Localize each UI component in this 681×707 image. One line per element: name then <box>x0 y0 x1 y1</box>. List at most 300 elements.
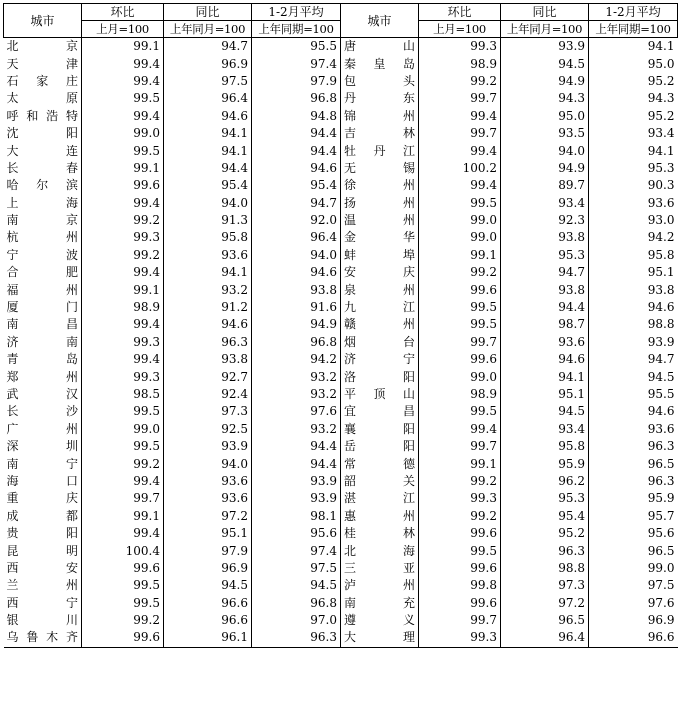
avg-value: 96.8 <box>252 595 341 612</box>
avg-value: 95.8 <box>589 247 678 264</box>
table-row <box>4 421 678 438</box>
avg-value: 94.4 <box>252 125 341 142</box>
yoy-value: 95.0 <box>501 108 589 125</box>
yoy-value: 98.7 <box>501 316 589 333</box>
avg-header-right: 1-2月平均 <box>589 4 678 21</box>
yoy-value: 94.5 <box>501 403 589 420</box>
yoy-value: 94.1 <box>164 142 252 159</box>
avg-value: 96.3 <box>252 629 341 647</box>
yoy-value: 96.4 <box>501 629 589 647</box>
city-name: 泸州 <box>344 578 415 593</box>
yoy-value: 96.5 <box>501 612 589 629</box>
avg-value: 95.7 <box>589 508 678 525</box>
yoy-value: 94.6 <box>164 108 252 125</box>
table-row <box>4 595 678 612</box>
yoy-value: 93.6 <box>164 247 252 264</box>
avg-value: 99.0 <box>589 560 678 577</box>
yoy-value: 93.6 <box>164 473 252 490</box>
avg-value: 94.7 <box>252 195 341 212</box>
yoy-value: 97.3 <box>164 403 252 420</box>
yoy-value: 96.9 <box>164 560 252 577</box>
table-row <box>4 142 678 159</box>
city-name: 广州 <box>6 421 78 436</box>
yoy-value: 97.2 <box>164 508 252 525</box>
table-row <box>4 386 678 403</box>
avg-value: 95.3 <box>589 160 678 177</box>
city-name: 唐山 <box>344 39 415 54</box>
city-name: 锦州 <box>344 108 415 123</box>
avg-value: 98.8 <box>589 316 678 333</box>
avg-value: 95.2 <box>589 73 678 90</box>
yoy-value: 93.9 <box>164 438 252 455</box>
avg-value: 95.6 <box>589 525 678 542</box>
city-name: 北京 <box>6 39 78 54</box>
yoy-value: 93.6 <box>501 334 589 351</box>
mom-value: 99.6 <box>419 595 501 612</box>
table-row <box>4 160 678 177</box>
table-row <box>4 247 678 264</box>
city-header-right: 城市 <box>341 4 419 38</box>
mom-value: 99.0 <box>82 421 164 438</box>
mom-value: 99.1 <box>82 160 164 177</box>
yoy-value: 96.2 <box>501 473 589 490</box>
city-name: 郑州 <box>6 369 78 384</box>
avg-value: 96.3 <box>589 473 678 490</box>
mom-value: 99.7 <box>419 334 501 351</box>
yoy-value: 94.1 <box>501 368 589 385</box>
city-name: 天津 <box>6 56 78 71</box>
city-name: 湛江 <box>344 491 415 506</box>
city-name: 哈尔滨 <box>6 178 78 193</box>
city-name: 南宁 <box>6 456 78 471</box>
avg-value: 95.9 <box>589 490 678 507</box>
city-name: 大理 <box>341 629 419 647</box>
yoy-header-right: 同比 <box>501 4 589 21</box>
table-header <box>4 4 678 38</box>
yoy-value: 94.4 <box>501 299 589 316</box>
mom-value: 99.6 <box>419 351 501 368</box>
city-name: 泉州 <box>344 282 415 297</box>
yoy-value: 95.4 <box>501 508 589 525</box>
city-name: 兰州 <box>6 578 78 593</box>
table-row <box>4 264 678 281</box>
city-name: 济南 <box>6 334 78 349</box>
city-name: 贵阳 <box>6 526 78 541</box>
mom-value: 99.6 <box>82 629 164 647</box>
city-name: 西安 <box>6 560 78 575</box>
city-name: 石家庄 <box>6 73 78 88</box>
table-row <box>4 195 678 212</box>
avg-value: 94.0 <box>252 247 341 264</box>
avg-value: 94.2 <box>589 229 678 246</box>
mom-value: 99.4 <box>82 108 164 125</box>
avg-base-header-left: 上年同期=100 <box>252 21 341 38</box>
mom-header-right: 环比 <box>419 4 501 21</box>
avg-value: 97.0 <box>252 612 341 629</box>
yoy-value: 95.2 <box>501 525 589 542</box>
avg-value: 96.6 <box>589 629 678 647</box>
mom-value: 99.5 <box>419 542 501 559</box>
avg-value: 95.6 <box>252 525 341 542</box>
mom-value: 99.4 <box>82 73 164 90</box>
city-name: 南昌 <box>6 317 78 332</box>
table-row <box>4 542 678 559</box>
mom-value: 99.5 <box>419 316 501 333</box>
avg-value: 93.8 <box>589 281 678 298</box>
avg-value: 93.8 <box>252 281 341 298</box>
city-name: 银川 <box>6 613 78 628</box>
yoy-value: 94.4 <box>164 160 252 177</box>
yoy-value: 94.7 <box>164 38 252 56</box>
city-name: 烟台 <box>344 334 415 349</box>
table-row <box>4 177 678 194</box>
city-name: 南京 <box>6 213 78 228</box>
table-row <box>4 212 678 229</box>
city-name: 成都 <box>6 508 78 523</box>
city-name: 金华 <box>344 230 415 245</box>
avg-value: 94.2 <box>252 351 341 368</box>
yoy-value: 97.2 <box>501 595 589 612</box>
avg-value: 94.6 <box>589 403 678 420</box>
yoy-value: 97.5 <box>164 73 252 90</box>
yoy-value: 96.4 <box>164 90 252 107</box>
avg-value: 94.8 <box>252 108 341 125</box>
mom-value: 99.2 <box>82 247 164 264</box>
city-name: 丹东 <box>344 91 415 106</box>
yoy-value: 95.9 <box>501 455 589 472</box>
avg-value: 94.5 <box>252 577 341 594</box>
table-row <box>4 403 678 420</box>
avg-value: 94.4 <box>252 142 341 159</box>
avg-value: 94.1 <box>589 38 678 56</box>
yoy-value: 94.5 <box>164 577 252 594</box>
yoy-value: 95.8 <box>164 229 252 246</box>
city-name: 杭州 <box>6 230 78 245</box>
city-name: 惠州 <box>344 508 415 523</box>
avg-value: 97.6 <box>589 595 678 612</box>
yoy-value: 94.0 <box>501 142 589 159</box>
table-row <box>4 316 678 333</box>
avg-value: 96.5 <box>589 455 678 472</box>
avg-value: 94.6 <box>252 160 341 177</box>
mom-value: 99.4 <box>82 525 164 542</box>
mom-value: 99.5 <box>82 142 164 159</box>
city-name: 乌鲁木齐 <box>4 629 82 647</box>
city-name: 平顶山 <box>344 387 415 401</box>
table-row <box>4 73 678 90</box>
yoy-header-left: 同比 <box>164 4 252 21</box>
mom-value: 99.6 <box>82 560 164 577</box>
mom-value: 99.7 <box>419 438 501 455</box>
yoy-value: 94.3 <box>501 90 589 107</box>
table-row <box>4 55 678 72</box>
yoy-value: 95.1 <box>501 386 589 403</box>
mom-value: 99.5 <box>82 403 164 420</box>
mom-value: 99.2 <box>419 264 501 281</box>
yoy-value: 94.0 <box>164 195 252 212</box>
avg-value: 93.0 <box>589 212 678 229</box>
table-row <box>4 525 678 542</box>
yoy-value: 95.1 <box>164 525 252 542</box>
avg-value: 97.5 <box>589 577 678 594</box>
table-row <box>4 90 678 107</box>
mom-value: 99.3 <box>82 334 164 351</box>
mom-value: 99.5 <box>82 595 164 612</box>
mom-header-left: 环比 <box>82 4 164 21</box>
avg-value: 94.3 <box>589 90 678 107</box>
mom-value: 99.3 <box>419 629 501 647</box>
avg-value: 94.6 <box>589 299 678 316</box>
city-name: 安庆 <box>344 265 415 280</box>
yoy-value: 95.3 <box>501 247 589 264</box>
avg-base-header-right: 上年同期=100 <box>589 21 678 38</box>
yoy-value: 92.4 <box>164 386 252 403</box>
mom-value: 98.5 <box>82 386 164 403</box>
city-name: 上海 <box>6 195 78 210</box>
mom-value: 99.4 <box>419 421 501 438</box>
avg-value: 93.6 <box>589 421 678 438</box>
yoy-base-header-right: 上年同月=100 <box>501 21 589 38</box>
mom-base-header-left: 上月=100 <box>82 21 164 38</box>
city-name: 包头 <box>344 73 415 88</box>
table-row <box>4 299 678 316</box>
avg-value: 96.5 <box>589 542 678 559</box>
avg-value: 95.4 <box>252 177 341 194</box>
yoy-value: 94.9 <box>501 73 589 90</box>
mom-value: 99.5 <box>82 577 164 594</box>
yoy-value: 93.5 <box>501 125 589 142</box>
yoy-value: 94.0 <box>164 455 252 472</box>
table-row <box>4 438 678 455</box>
city-name: 合肥 <box>6 265 78 280</box>
yoy-value: 95.3 <box>501 490 589 507</box>
avg-value: 97.4 <box>252 542 341 559</box>
city-name: 太原 <box>6 91 78 106</box>
yoy-value: 96.9 <box>164 55 252 72</box>
mom-value: 99.4 <box>82 351 164 368</box>
avg-value: 94.9 <box>252 316 341 333</box>
city-name: 南充 <box>344 595 415 610</box>
city-name: 济宁 <box>344 352 415 367</box>
mom-value: 99.5 <box>82 438 164 455</box>
mom-value: 99.6 <box>82 177 164 194</box>
yoy-value: 96.3 <box>164 334 252 351</box>
mom-value: 99.5 <box>419 403 501 420</box>
avg-value: 96.4 <box>252 229 341 246</box>
city-name: 青岛 <box>6 352 78 367</box>
mom-value: 99.6 <box>419 560 501 577</box>
mom-value: 100.4 <box>82 542 164 559</box>
city-name: 宁波 <box>6 247 78 262</box>
avg-value: 95.0 <box>589 55 678 72</box>
city-name: 大连 <box>6 143 78 158</box>
yoy-value: 97.9 <box>164 542 252 559</box>
avg-value: 96.8 <box>252 90 341 107</box>
mom-value: 99.1 <box>82 38 164 56</box>
avg-value: 95.5 <box>252 38 341 56</box>
yoy-value: 95.8 <box>501 438 589 455</box>
city-name: 长春 <box>6 160 78 175</box>
table-row <box>4 560 678 577</box>
yoy-value: 93.6 <box>164 490 252 507</box>
avg-value: 94.4 <box>252 455 341 472</box>
avg-value: 90.3 <box>589 177 678 194</box>
avg-value: 92.0 <box>252 212 341 229</box>
city-name: 九江 <box>344 300 415 315</box>
city-name: 福州 <box>6 282 78 297</box>
yoy-value: 89.7 <box>501 177 589 194</box>
city-name: 扬州 <box>344 195 415 210</box>
yoy-value: 94.1 <box>164 264 252 281</box>
price-index-table-container <box>3 3 678 648</box>
avg-value: 97.5 <box>252 560 341 577</box>
mom-value: 99.5 <box>419 195 501 212</box>
table-row <box>4 368 678 385</box>
table-row <box>4 108 678 125</box>
mom-value: 99.3 <box>82 229 164 246</box>
city-name: 温州 <box>344 213 415 228</box>
mom-value: 99.6 <box>419 525 501 542</box>
city-name: 昆明 <box>6 543 78 558</box>
yoy-value: 92.7 <box>164 368 252 385</box>
mom-value: 99.4 <box>82 195 164 212</box>
table-row <box>4 351 678 368</box>
yoy-value: 93.9 <box>501 38 589 56</box>
mom-value: 99.0 <box>419 229 501 246</box>
city-name: 秦皇岛 <box>344 56 415 71</box>
mom-value: 99.4 <box>82 55 164 72</box>
yoy-value: 92.3 <box>501 212 589 229</box>
mom-value: 99.1 <box>82 281 164 298</box>
avg-value: 97.9 <box>252 73 341 90</box>
yoy-value: 93.4 <box>501 195 589 212</box>
city-name: 赣州 <box>344 317 415 332</box>
city-name: 韶关 <box>344 473 415 488</box>
mom-value: 99.4 <box>82 316 164 333</box>
mom-value: 99.5 <box>82 90 164 107</box>
mom-value: 98.9 <box>82 299 164 316</box>
table-row <box>4 490 678 507</box>
city-name: 徐州 <box>344 178 415 193</box>
table-body <box>4 38 678 648</box>
avg-value: 95.5 <box>589 386 678 403</box>
avg-value: 94.5 <box>589 368 678 385</box>
avg-value: 97.4 <box>252 55 341 72</box>
mom-value: 99.2 <box>82 212 164 229</box>
table-row <box>4 629 678 647</box>
city-name: 吉林 <box>344 126 415 141</box>
mom-value: 99.3 <box>419 490 501 507</box>
table-row <box>4 281 678 298</box>
table-row <box>4 455 678 472</box>
city-name: 襄阳 <box>344 421 415 436</box>
mom-value: 99.2 <box>82 612 164 629</box>
table-row <box>4 38 678 56</box>
mom-value: 99.0 <box>419 212 501 229</box>
table-row <box>4 577 678 594</box>
city-name: 沈阳 <box>6 126 78 141</box>
avg-value: 93.4 <box>589 125 678 142</box>
yoy-value: 91.3 <box>164 212 252 229</box>
table-row <box>4 508 678 525</box>
yoy-value: 93.8 <box>501 281 589 298</box>
city-name: 三亚 <box>344 560 415 575</box>
city-name: 武汉 <box>6 387 78 401</box>
city-name: 长沙 <box>6 404 78 419</box>
mom-value: 99.4 <box>419 142 501 159</box>
mom-value: 99.7 <box>419 612 501 629</box>
avg-value: 94.1 <box>589 142 678 159</box>
yoy-value: 96.6 <box>164 595 252 612</box>
avg-value: 93.2 <box>252 386 341 403</box>
table-row <box>4 334 678 351</box>
mom-value: 99.3 <box>419 38 501 56</box>
city-header-left: 城市 <box>4 4 82 38</box>
yoy-value: 94.9 <box>501 160 589 177</box>
city-name: 常德 <box>344 456 415 471</box>
mom-value: 99.1 <box>82 508 164 525</box>
mom-value: 99.0 <box>82 125 164 142</box>
avg-value: 94.7 <box>589 351 678 368</box>
mom-value: 99.5 <box>419 299 501 316</box>
yoy-value: 94.1 <box>164 125 252 142</box>
table-row <box>4 473 678 490</box>
mom-value: 99.7 <box>82 490 164 507</box>
avg-value: 97.6 <box>252 403 341 420</box>
city-name: 牡丹江 <box>344 143 415 158</box>
avg-value: 94.6 <box>252 264 341 281</box>
yoy-value: 97.3 <box>501 577 589 594</box>
city-name: 呼和浩特 <box>6 108 78 123</box>
city-name: 岳阳 <box>344 439 415 454</box>
mom-value: 99.2 <box>419 73 501 90</box>
yoy-value: 94.6 <box>164 316 252 333</box>
mom-value: 99.1 <box>419 455 501 472</box>
city-name: 无锡 <box>344 160 415 175</box>
city-name: 洛阳 <box>344 369 415 384</box>
yoy-value: 94.7 <box>501 264 589 281</box>
mom-value: 100.2 <box>419 160 501 177</box>
table-row <box>4 612 678 629</box>
mom-value: 99.2 <box>419 473 501 490</box>
avg-value: 98.1 <box>252 508 341 525</box>
mom-value: 99.7 <box>419 90 501 107</box>
avg-value: 91.6 <box>252 299 341 316</box>
yoy-value: 93.8 <box>501 229 589 246</box>
avg-value: 93.2 <box>252 368 341 385</box>
avg-value: 94.4 <box>252 438 341 455</box>
city-name: 遵义 <box>344 613 415 628</box>
yoy-value: 93.4 <box>501 421 589 438</box>
yoy-value: 96.1 <box>164 629 252 647</box>
city-name: 蚌埠 <box>344 247 415 262</box>
yoy-base-header-left: 上年同月=100 <box>164 21 252 38</box>
city-name: 宜昌 <box>344 404 415 419</box>
yoy-value: 93.8 <box>164 351 252 368</box>
table-row <box>4 125 678 142</box>
mom-value: 99.0 <box>419 368 501 385</box>
yoy-value: 94.6 <box>501 351 589 368</box>
mom-value: 99.7 <box>419 125 501 142</box>
mom-value: 99.6 <box>419 281 501 298</box>
city-name: 深圳 <box>6 439 78 454</box>
yoy-value: 96.3 <box>501 542 589 559</box>
yoy-value: 95.4 <box>164 177 252 194</box>
mom-value: 99.3 <box>82 368 164 385</box>
yoy-value: 98.8 <box>501 560 589 577</box>
mom-value: 98.9 <box>419 55 501 72</box>
yoy-value: 93.2 <box>164 281 252 298</box>
